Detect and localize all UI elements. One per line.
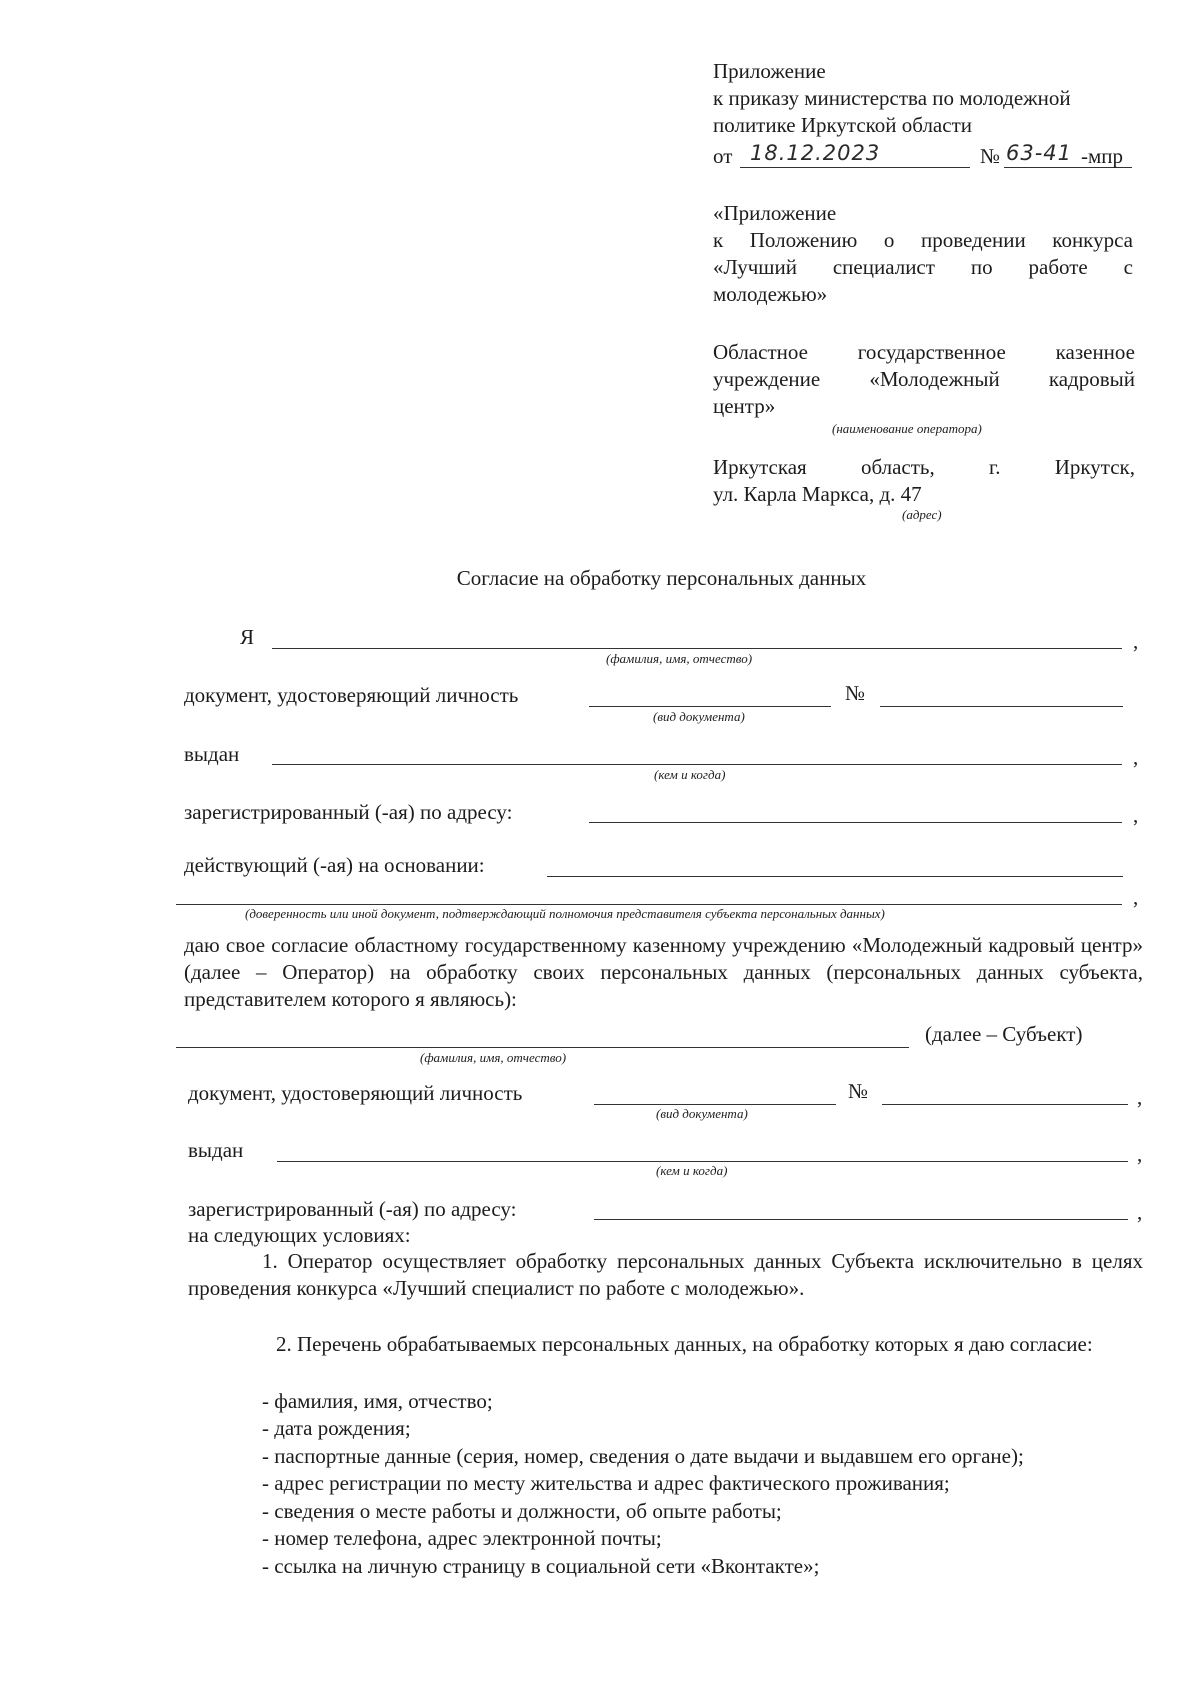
subject-doc-number-field-line[interactable]: [882, 1104, 1128, 1105]
operator-name-line3: центр»: [713, 394, 776, 418]
subject-registered-label: зарегистрированный (-ая) по адресу:: [188, 1197, 517, 1221]
list-item: - адрес регистрации по месту жительства и адрес фактического проживания;: [262, 1471, 950, 1495]
acting-label: действующий (-ая) на основании:: [184, 853, 485, 877]
list-item: - номер телефона, адрес электронной почты;: [262, 1526, 662, 1550]
consent-paragraph: даю свое согласие областному государственному казенному учреждению «Молодежный кадровый центр» (далее – Оператор) на обработку своих персональных данных (персональных данных субъекта, представителем которого я являюсь):: [184, 933, 1143, 1011]
subject-fio-field-line[interactable]: [176, 1047, 909, 1048]
list-item: - ссылка на личную страницу в социальной сети «Вконтакте»;: [262, 1554, 820, 1578]
issued-caption: (кем и когда): [654, 767, 726, 782]
subject-fio-caption: (фамилия, имя, отчество): [420, 1050, 567, 1065]
condition-2: 2. Перечень обрабатываемых персональных данных, на обработку которых я даю согласие:: [276, 1332, 1093, 1356]
appendix-title: Приложение: [713, 59, 826, 83]
operator-address-line2: ул. Карла Маркса, д. 47: [713, 482, 922, 506]
acting-comma: ,: [1133, 885, 1139, 909]
list-item: - сведения о месте работы и должности, об опыте работы;: [262, 1499, 782, 1523]
subject-registered-comma: ,: [1137, 1200, 1143, 1224]
issued-comma: ,: [1133, 745, 1139, 769]
appendix-ministry-line: политике Иркутской области: [713, 113, 972, 137]
subject-registered-field-line[interactable]: [594, 1219, 1128, 1220]
list-item: - дата рождения;: [262, 1416, 411, 1440]
appendix2-line3: «Лучший специалист по работе с: [713, 255, 1133, 279]
doc-type-field-line[interactable]: [589, 706, 831, 707]
number-suffix: -мпр: [1081, 144, 1124, 168]
doc-number-label: №: [845, 681, 866, 705]
acting-caption: (доверенность или иной документ, подтверждающий полномочия представителя субъекта персональных данных): [245, 906, 885, 921]
acting-field-line[interactable]: [547, 876, 1123, 877]
operator-name-line1: Областное государственное казенное: [713, 340, 1135, 364]
registered-comma: ,: [1133, 803, 1139, 827]
operator-address-caption: (адрес): [902, 507, 942, 522]
subject-doc-type-field-line[interactable]: [594, 1104, 836, 1105]
date-prefix: от: [713, 144, 733, 168]
handwritten-number: 63-41: [1006, 141, 1073, 165]
conditions-label: на следующих условиях:: [188, 1223, 411, 1247]
document-title: Согласие на обработку персональных данных: [456, 566, 867, 590]
subject-doc-number-label: №: [848, 1079, 869, 1103]
operator-name-line2: учреждение «Молодежный кадровый: [713, 367, 1135, 391]
subject-issued-comma: ,: [1137, 1142, 1143, 1166]
date-underline: [740, 167, 970, 168]
appendix2-line4: молодежью»: [713, 282, 828, 306]
subject-issued-label: выдан: [188, 1138, 244, 1162]
appendix-order-line: к приказу министерства по молодежной: [713, 86, 1071, 110]
doc-number-field-line[interactable]: [880, 706, 1123, 707]
condition-1: 1. Оператор осуществляет обработку персональных данных Субъекта исключительно в целях проведения конкурса «Лучший специалист по работе с молодежью».: [188, 1249, 1143, 1300]
operator-address-line1: Иркутская область, г. Иркутск,: [713, 455, 1135, 479]
registered-field-line[interactable]: [589, 822, 1122, 823]
appendix2-title: «Приложение: [713, 201, 837, 225]
subject-doc-label: документ, удостоверяющий личность: [188, 1081, 523, 1105]
fio-field-line[interactable]: [272, 648, 1122, 649]
subject-label: (далее – Субъект): [925, 1022, 1083, 1046]
doc-label: документ, удостоверяющий личность: [184, 683, 519, 707]
subject-doc-type-caption: (вид документа): [656, 1106, 748, 1121]
issued-label: выдан: [184, 742, 240, 766]
appendix2-line2: к Положению о проведении конкурса: [713, 228, 1133, 252]
acting-field-line-2[interactable]: [176, 904, 1122, 905]
number-prefix: №: [980, 144, 1001, 168]
ya-label: Я: [240, 625, 255, 649]
subject-issued-caption: (кем и когда): [656, 1163, 728, 1178]
fio-comma: ,: [1133, 629, 1139, 653]
list-item: - фамилия, имя, отчество;: [262, 1389, 493, 1413]
fio-caption: (фамилия, имя, отчество): [606, 651, 753, 666]
subject-doc-comma: ,: [1137, 1085, 1143, 1109]
handwritten-date: 18.12.2023: [750, 141, 881, 165]
list-item: - паспортные данные (серия, номер, сведения о дате выдачи и выдавшем его органе);: [262, 1444, 1024, 1468]
subject-issued-field-line[interactable]: [277, 1161, 1128, 1162]
issued-field-line[interactable]: [272, 764, 1122, 765]
operator-name-caption: (наименование оператора): [832, 421, 982, 436]
doc-type-caption: (вид документа): [653, 709, 745, 724]
registered-label: зарегистрированный (-ая) по адресу:: [184, 800, 513, 824]
